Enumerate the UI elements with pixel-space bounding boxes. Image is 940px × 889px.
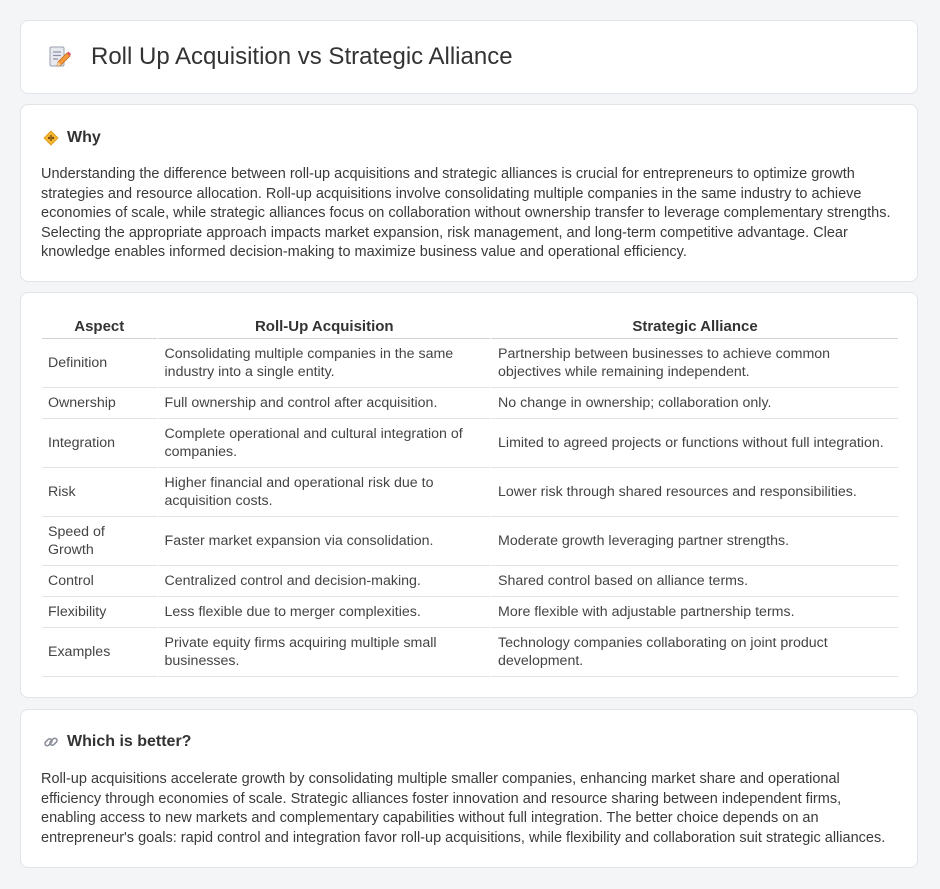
why-text: Understanding the difference between roll-up acquisitions and strategic alliances is crucial for entrepreneurs to optimize growth strategies and resource allocation. Roll-up acquisitions involve consolidating multiple companies in the same industry to achieve economies of scale, while strategic alliances focus on collaboration without ownership transfer to leverage complementary strengths. Selecting the appropriate approach impacts market expansion, risk management, and long-term competitive advantage. Clear knowledge enables informed decision-making to maximize business value and operational efficiency. xyxy=(41,166,891,260)
sparkle-icon xyxy=(43,130,59,146)
cell-roll-up: Private equity firms acquiring multiple small businesses. xyxy=(157,628,491,677)
header-alliance: Strategic Alliance xyxy=(490,313,898,339)
cell-roll-up: Faster market expansion via consolidation. xyxy=(157,517,491,566)
header-roll-up: Roll-Up Acquisition xyxy=(157,313,491,339)
cell-roll-up: Centralized control and decision-making. xyxy=(157,566,491,597)
table-row xyxy=(42,419,898,468)
table-row xyxy=(42,339,898,388)
table-row xyxy=(42,566,898,597)
page-title: Roll Up Acquisition vs Strategic Alliance xyxy=(91,43,513,70)
cell-alliance: More flexible with adjustable partnership terms. xyxy=(490,597,898,628)
cell-alliance: No change in ownership; collaboration only. xyxy=(490,388,898,419)
cell-roll-up: Less flexible due to merger complexities. xyxy=(157,597,491,628)
table-row xyxy=(42,517,898,566)
cell-alliance: Partnership between businesses to achieve common objectives while remaining independent. xyxy=(490,339,898,388)
comparison-table xyxy=(42,313,898,677)
cell-aspect: Integration xyxy=(42,419,157,468)
table-row xyxy=(42,628,898,677)
comparison-section xyxy=(20,292,918,698)
cell-aspect: Examples xyxy=(42,628,157,677)
cell-roll-up: Higher financial and operational risk due to acquisition costs. xyxy=(157,468,491,517)
why-section xyxy=(20,104,918,282)
cell-alliance: Moderate growth leveraging partner strengths. xyxy=(490,517,898,566)
cell-alliance: Limited to agreed projects or functions without full integration. xyxy=(490,419,898,468)
cell-roll-up: Full ownership and control after acquisition. xyxy=(157,388,491,419)
cell-alliance: Lower risk through shared resources and responsibilities. xyxy=(490,468,898,517)
which-is-better-section xyxy=(20,709,918,868)
cell-roll-up: Complete operational and cultural integration of companies. xyxy=(157,419,491,468)
table-row xyxy=(42,468,898,517)
which-is-better-heading: Which is better? xyxy=(67,733,192,750)
cell-aspect: Definition xyxy=(42,339,157,388)
cell-alliance: Shared control based on alliance terms. xyxy=(490,566,898,597)
cell-aspect: Speed of Growth xyxy=(42,517,157,566)
table-row xyxy=(42,597,898,628)
cell-aspect: Ownership xyxy=(42,388,157,419)
header-aspect: Aspect xyxy=(42,313,157,339)
cell-roll-up: Consolidating multiple companies in the same industry into a single entity. xyxy=(157,339,491,388)
cell-aspect: Control xyxy=(42,566,157,597)
table-header-row xyxy=(42,313,898,339)
cell-alliance: Technology companies collaborating on joint product development. xyxy=(490,628,898,677)
document-pencil-icon xyxy=(47,45,71,69)
title-card xyxy=(20,20,918,94)
cell-aspect: Risk xyxy=(42,468,157,517)
which-is-better-text: Roll-up acquisitions accelerate growth by consolidating multiple smaller companies, enhancing market share and operational efficiency through economies of scale. Strategic alliances foster innovation and resource sharing between independent firms, enabling access to new markets and complementary capabilities without full integration. The better choice depends on an entrepreneur's goals: rapid control and integration favor roll-up acquisitions, while flexibility and collaboration suit strategic alliances. xyxy=(41,771,886,846)
table-row xyxy=(42,388,898,419)
cell-aspect: Flexibility xyxy=(42,597,157,628)
why-heading: Why xyxy=(67,129,101,146)
link-icon xyxy=(43,734,59,750)
